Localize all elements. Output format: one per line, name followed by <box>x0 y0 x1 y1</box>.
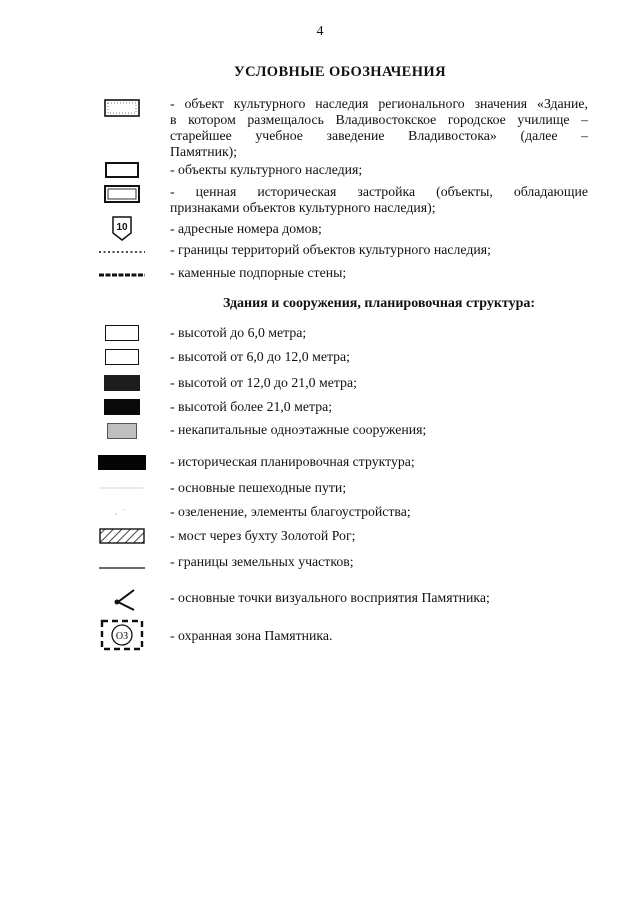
wide-black-bar-icon <box>98 450 146 474</box>
legend-text-line: - основные точки визуального восприятия Памятника; <box>170 590 490 605</box>
dashed-line-icon <box>98 263 146 287</box>
legend-text-line: - высотой от 6,0 до 12,0 метра; <box>170 349 351 364</box>
legend-text-line: - историческая планировочная структура; <box>170 454 415 469</box>
view-angle-icon <box>98 586 146 614</box>
legend-text-line: - адресные номера домов; <box>170 221 322 236</box>
legend-text-line: - охранная зона Памятника. <box>170 628 333 643</box>
page-number: 4 <box>316 24 324 39</box>
legend-text-line: - озеленение, элементы благоустройства; <box>170 504 411 519</box>
legend-text-line: старейшее учебное заведение Владивостока» (далее – <box>170 128 588 143</box>
dotted-box-icon <box>98 96 146 120</box>
subsection-title: Здания и сооружения, планировочная структура: <box>222 296 536 311</box>
hatched-box-icon <box>98 524 146 548</box>
legend-text-line: - высотой от 12,0 до 21,0 метра; <box>170 375 357 390</box>
house-number-label: 10 <box>116 222 128 233</box>
legend-text-line: - границы земельных участков; <box>170 554 354 569</box>
legend-text-line: в котором размещалось Владивостокское городское училище – <box>170 112 588 127</box>
box-dark-icon <box>98 371 146 395</box>
box-grey-icon <box>98 419 146 443</box>
box-outline-icon <box>98 321 146 345</box>
legend-text-line: Памятник); <box>170 144 238 159</box>
box-thick-icon <box>98 158 146 182</box>
legend-text-line: - каменные подпорные стены; <box>170 265 347 280</box>
box-double-icon <box>98 182 146 206</box>
thin-line-icon <box>98 552 146 576</box>
legend-text-line: - ценная историческая застройка (объекты, обладающие <box>170 184 588 199</box>
house-number-icon <box>98 215 146 243</box>
protected-zone-icon <box>98 620 146 650</box>
doc-title: УСЛОВНЫЕ ОБОЗНАЧЕНИЯ <box>234 64 446 80</box>
legend-text-line: - высотой до 6,0 метра; <box>170 325 307 340</box>
legend-text-line: - границы территорий объектов культурного наследия; <box>170 242 491 257</box>
box-black-icon <box>98 395 146 419</box>
legend-text-line: - высотой более 21,0 метра; <box>170 399 333 414</box>
legend-text-line: признаками объектов культурного наследия); <box>170 200 436 215</box>
faint-path-icon <box>98 476 146 500</box>
zone-icon-label: ОЗ <box>115 631 129 642</box>
box-outline-thin-icon <box>98 345 146 369</box>
legend-text-line: - объекты культурного наследия; <box>170 162 363 177</box>
legend-text-line: - мост через бухту Золотой Рог; <box>170 528 356 543</box>
dotted-line-icon <box>98 240 146 264</box>
legend-text-line: - некапитальные одноэтажные сооружения; <box>170 422 427 437</box>
legend-text-line: - основные пешеходные пути; <box>170 480 347 495</box>
faint-dots-icon <box>98 500 146 524</box>
legend-text-line: - объект культурного наследия регионального значения «Здание, <box>170 96 588 111</box>
